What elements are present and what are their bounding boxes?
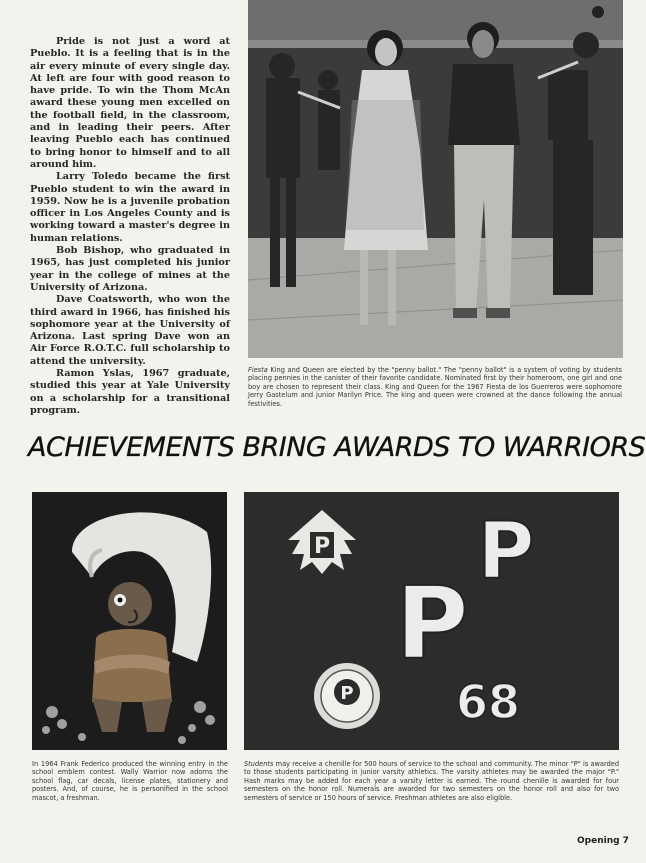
- caption-text: King and Queen are elected by the "penny ballot." The "penny ballot" is a system of voting by students placing pennies in the canister of their favorite candidate. Nominated first by their homeroom, one girl and one boy are chosen to represent their class. King and Queen for the 1967 Fiesta de los Guerreros were sophomore Jerry Gastelum and junior Marilyn Price. The king and queen were crowned at the dance following the annual festivities.: [248, 366, 622, 408]
- mascot-caption: In 1964 Frank Federico produced the winning entry in the school emblem contest. Wally Warrior now adorns the school flag, car decals, license plates, stationery and posters. And, of course, he is personified in the school mascot, a freshman.: [32, 760, 228, 802]
- caption-text: may receive a chenille for 500 hours of service to the school and community. The minor "P" is awarded to those students participating in junior varsity athletics. The varsity athletes may be awarded the major "P." Hash marks may be added for each year a varsity letter is earned. The round chenille is awarded for four semesters on the honor roll. Numerals are awarded for two semesters on the honor roll and also for two semesters of service or 150 hours of service. Freshman athletes are also eligible.: [244, 760, 619, 802]
- section-headline: ACHIEVEMENTS BRING AWARDS TO WARRIORS: [28, 432, 646, 463]
- caption-lead: Fiesta: [248, 366, 268, 374]
- awards-caption: [244, 760, 619, 802]
- caption-lead: Students: [244, 760, 274, 768]
- article-text: [30, 36, 230, 417]
- minor-p-letter: P: [477, 507, 535, 597]
- story-paragraph: Larry Toledo became the first Pueblo student to win the award in 1959. Now he is a juvenile probation officer in Los Angeles County and is working toward a master's degree in human relations.: [30, 171, 230, 244]
- emblem-p-letter: P: [313, 534, 331, 559]
- story-paragraph: Bob Bishop, who graduated in 1965, has just completed his junior year in the college of mines at the University of Arizona.: [30, 245, 230, 293]
- honor-roll-chenille: [314, 663, 380, 729]
- round-p-letter: P: [340, 683, 354, 704]
- story-paragraph: Pride is not just a word at Pueblo. It is a feeling that is in the air every minute of every single day. At left are four with good reason to have pride. To win the Thom McAn award these young men excelled on the football field, in the classroom, and in leading their peers. After leaving Pueblo each has continued to bring honor to himself and to all around him.: [30, 36, 230, 170]
- wally-warrior-emblem-photo: [32, 492, 227, 750]
- numeral-68: 68: [455, 675, 521, 729]
- story-paragraph: Dave Coatsworth, who won the third award in 1966, has finished his sophomore year at the University of Arizona. Last spring Dave won an Air Force R.O.T.C. full scholarship to attend the university.: [30, 294, 230, 367]
- award-letters-photo: [244, 492, 619, 750]
- major-p-letter: P: [395, 565, 469, 682]
- story-paragraph: Ramon Yslas, 1967 graduate, studied this year at Yale University on a scholarship for a transitional program.: [30, 368, 230, 416]
- page-number: Opening 7: [577, 836, 629, 846]
- photo-caption: [248, 366, 622, 408]
- fiesta-king-queen-photo: [248, 0, 623, 358]
